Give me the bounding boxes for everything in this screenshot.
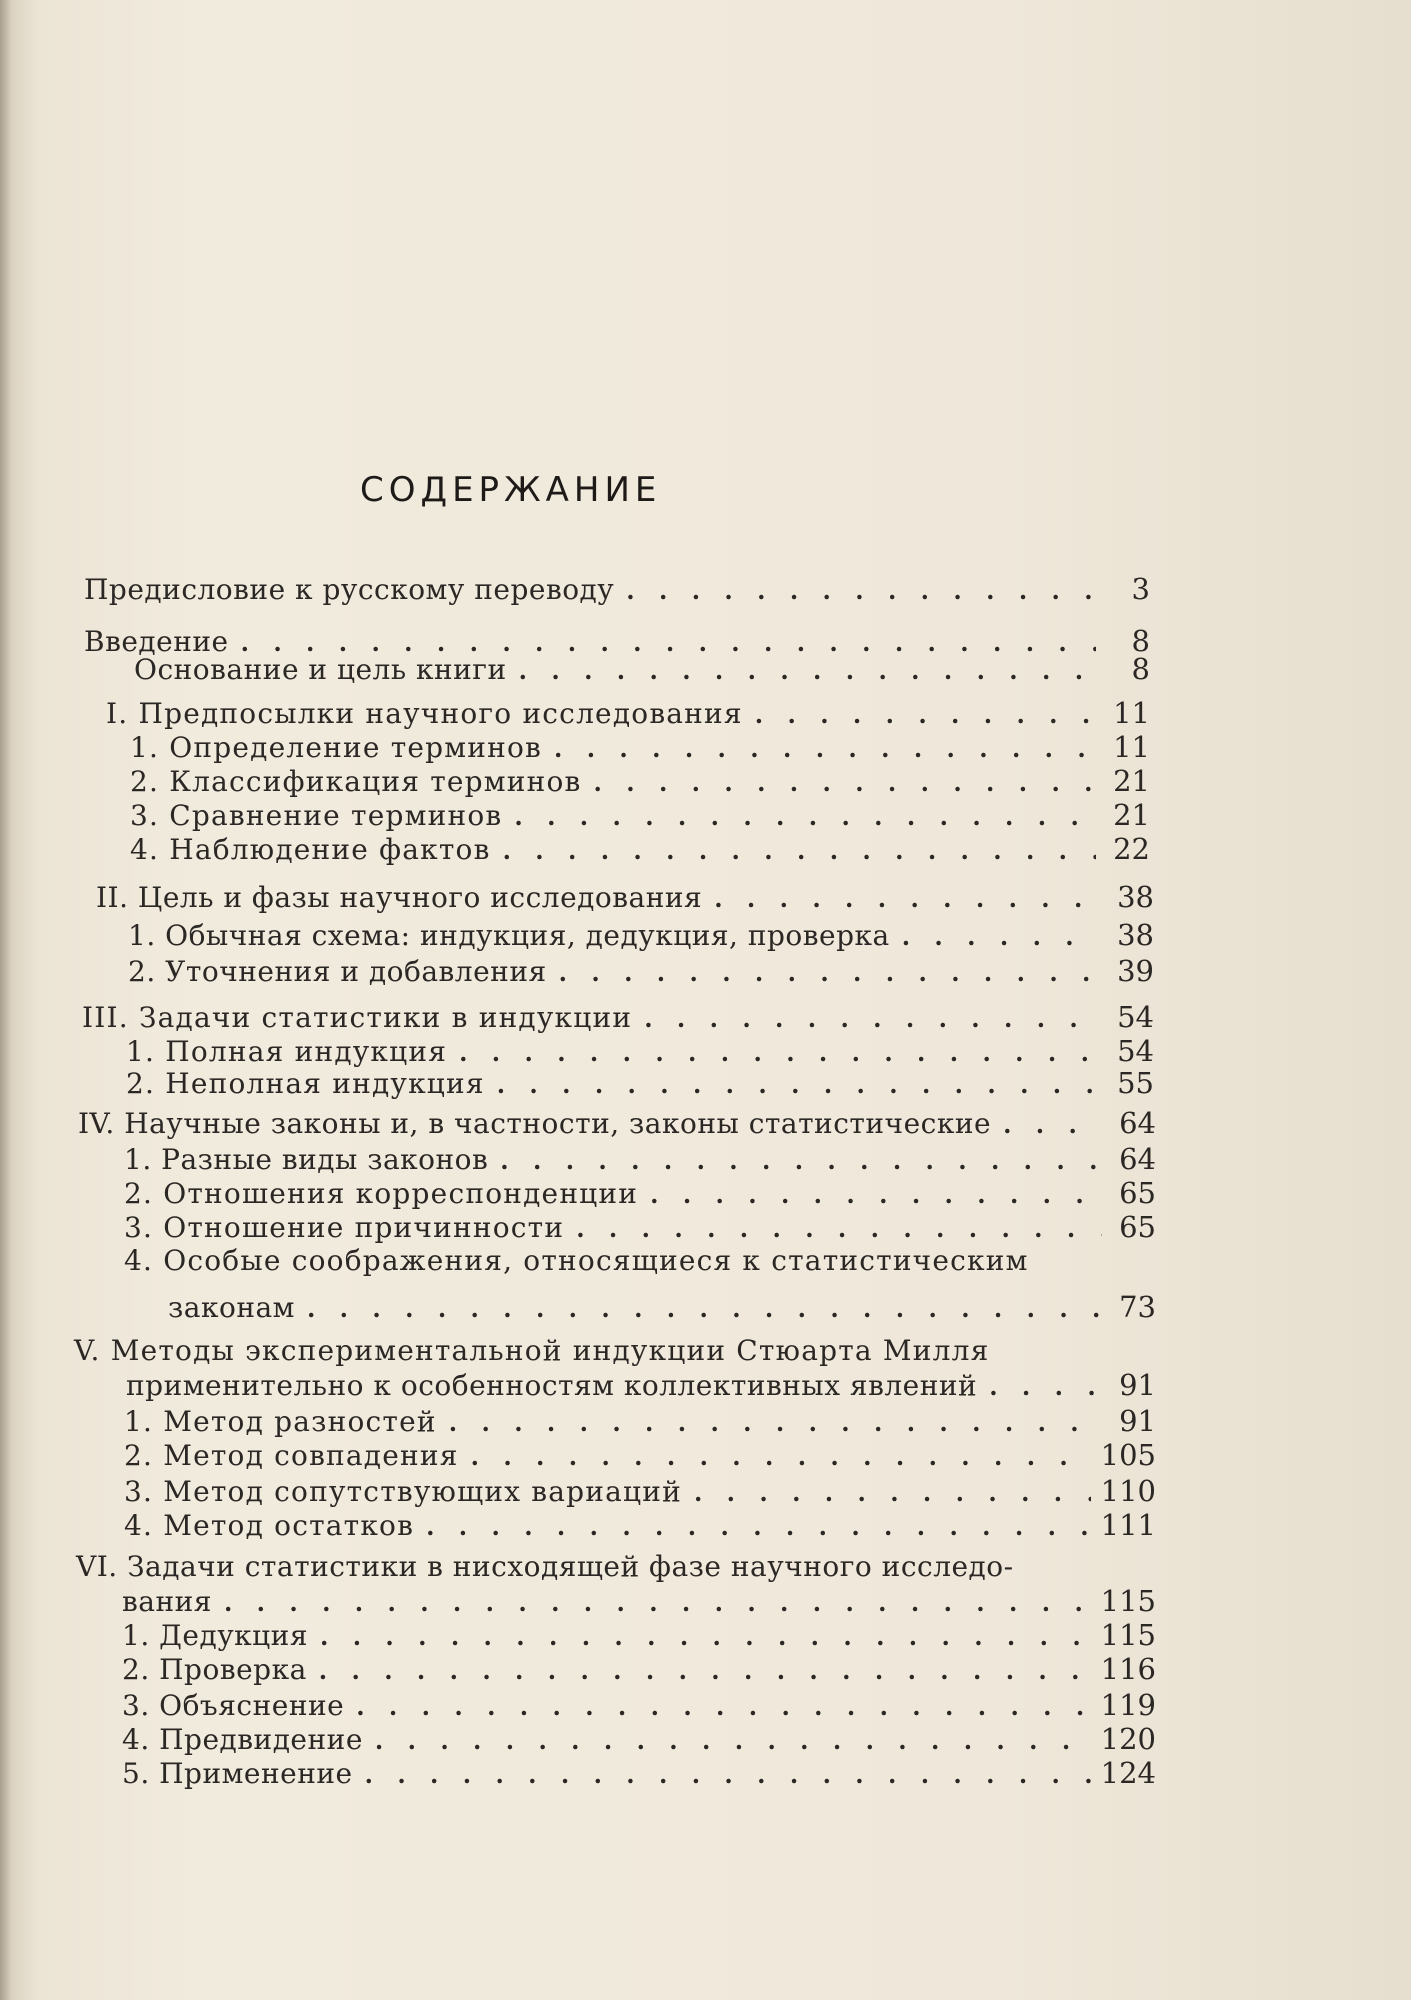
toc-entry [124, 1508, 1156, 1544]
toc-entry [128, 918, 1154, 954]
toc-entry [128, 954, 1154, 990]
toc-entry [122, 1688, 1156, 1724]
toc-entry [130, 764, 1150, 800]
leader-dots [576, 1211, 1102, 1246]
toc-entry-label: 3. Отношение причинности [124, 1211, 565, 1244]
leader-dots [500, 1143, 1102, 1178]
leader-dots [224, 1585, 1091, 1620]
toc-entry [130, 730, 1150, 766]
toc-entry-page: 3 [1131, 572, 1150, 606]
leader-dots [471, 1439, 1091, 1474]
toc-entry-page: 54 [1117, 1034, 1154, 1068]
toc-entry-label: 4. Особые соображения, относящиеся к статистическим [124, 1244, 1029, 1277]
toc-entry [126, 1066, 1154, 1102]
toc-entry-label: 2. Отношения корреспонденции [124, 1177, 639, 1210]
toc-entry [134, 652, 1150, 688]
toc-entry-page: 110 [1100, 1474, 1156, 1508]
leader-dots [644, 1001, 1100, 1036]
toc-entry [106, 696, 1150, 732]
toc-entry-label: 3. Метод сопутствующих вариаций [124, 1475, 682, 1508]
toc-entry [96, 880, 1154, 916]
leader-dots [714, 881, 1100, 916]
toc-entry-label: 4. Метод остатков [124, 1509, 415, 1542]
toc-entry-label: применительно к особенностям коллективных явлений [126, 1369, 978, 1402]
toc-entry-page: 8 [1131, 652, 1150, 686]
leader-dots [650, 1177, 1102, 1212]
leader-dots [307, 1291, 1102, 1326]
toc-title: СОДЕРЖАНИЕ [360, 470, 662, 510]
toc-entry-label: IV. Научные законы и, в частности, законы статистические [78, 1107, 992, 1140]
toc-entry [84, 572, 1150, 608]
toc-entry-page: 38 [1117, 880, 1154, 914]
leader-dots [356, 1689, 1090, 1724]
leader-dots [497, 1067, 1100, 1102]
toc-entry-page: 21 [1113, 764, 1150, 798]
toc-entry [168, 1290, 1156, 1326]
toc-entry-label: 2. Уточнения и добавления [128, 955, 547, 988]
toc-entry-label: 3. Объяснение [122, 1689, 345, 1722]
toc-entry [122, 1722, 1156, 1758]
toc-entry-label: III. Задачи статистики в индукции [82, 1001, 633, 1034]
leader-dots [989, 1369, 1102, 1404]
leader-dots [902, 919, 1100, 954]
toc-entry-label: 4. Наблюдение фактов [130, 833, 491, 866]
leader-dots [426, 1509, 1091, 1544]
toc-entry-page: 11 [1113, 696, 1150, 730]
leader-dots [554, 731, 1096, 766]
toc-entry-label: 2. Неполная индукция [126, 1067, 485, 1100]
toc-entry-label: VI. Задачи статистики в нисходящей фазе научного исследо- [76, 1550, 1014, 1583]
leader-dots [365, 1757, 1091, 1792]
toc-entry-label: 1. Полная индукция [126, 1035, 448, 1068]
toc-entry-label: II. Цель и фазы научного исследования [96, 881, 703, 914]
toc-entry-page: 91 [1119, 1368, 1156, 1402]
toc-entry-page: 55 [1117, 1066, 1154, 1100]
leader-dots [519, 653, 1096, 688]
toc-entry-page: 115 [1100, 1584, 1156, 1618]
toc-entry [124, 1244, 1062, 1278]
toc-entry-page: 11 [1113, 730, 1150, 764]
toc-entry [124, 1210, 1156, 1246]
toc-entry-page: 64 [1119, 1106, 1156, 1140]
toc-entry-page: 65 [1119, 1176, 1156, 1210]
toc-entry-page: 111 [1100, 1508, 1156, 1542]
toc-entry-page: 8 [1131, 624, 1150, 658]
toc-entry [122, 1652, 1156, 1688]
toc-entry-label: 2. Проверка [122, 1653, 307, 1686]
leader-dots [559, 955, 1100, 990]
toc-entry [78, 1106, 1156, 1142]
leader-dots [694, 1475, 1091, 1510]
toc-entry [122, 1618, 1156, 1654]
toc-entry-page: 54 [1117, 1000, 1154, 1034]
toc-entry [124, 1438, 1156, 1474]
toc-entry-page: 119 [1100, 1688, 1156, 1722]
leader-dots [503, 833, 1096, 868]
toc-entry [130, 832, 1150, 868]
toc-entry-label: 1. Разные виды законов [124, 1143, 489, 1176]
toc-entry-label: вания [122, 1585, 212, 1618]
toc-entry-page: 38 [1117, 918, 1154, 952]
leader-dots [514, 799, 1096, 834]
toc-entry-label: 1. Определение терминов [130, 731, 542, 764]
leader-dots [626, 573, 1096, 608]
toc-entry [124, 1176, 1156, 1212]
leader-dots [459, 1035, 1100, 1070]
toc-entry-page: 124 [1100, 1756, 1156, 1790]
toc-entry [122, 1756, 1156, 1792]
toc-entry-label: 1. Метод разностей [124, 1405, 437, 1438]
toc-entry-label: 4. Предвидение [122, 1723, 363, 1756]
toc-entry [74, 1334, 1064, 1368]
toc-entry-label: 5. Применение [122, 1757, 353, 1790]
toc-entry-page: 91 [1119, 1404, 1156, 1438]
toc-entry-label: 1. Дедукция [122, 1619, 308, 1652]
toc-entry-page: 64 [1119, 1142, 1156, 1176]
leader-dots [594, 765, 1096, 800]
toc-entry-page: 65 [1119, 1210, 1156, 1244]
toc-entry [76, 1550, 1064, 1584]
toc-entry-label: V. Методы экспериментальной индукции Стюарта Милля [74, 1334, 990, 1367]
toc-entry [130, 798, 1150, 834]
leader-dots [375, 1723, 1091, 1758]
toc-entry-label: Основание и цель книги [134, 653, 507, 686]
toc-entry-page: 116 [1100, 1652, 1156, 1686]
toc-entry-label: 1. Обычная схема: индукция, дедукция, проверка [128, 919, 890, 952]
toc-entry-page: 105 [1100, 1438, 1156, 1472]
toc-entry-page: 21 [1113, 798, 1150, 832]
toc-entry-label: Введение [84, 625, 229, 658]
toc-entry-page: 39 [1117, 954, 1154, 988]
toc-entry [124, 1474, 1156, 1510]
leader-dots [319, 1653, 1091, 1688]
toc-entry-page: 115 [1100, 1618, 1156, 1652]
toc-entry-label: 2. Классификация терминов [130, 765, 582, 798]
toc-entry [82, 1000, 1154, 1036]
toc-entry-label: I. Предпосылки научного исследования [106, 697, 743, 730]
toc-entry-label: 2. Метод совпадения [124, 1439, 459, 1472]
toc-entry-label: 3. Сравнение терминов [130, 799, 503, 832]
toc-entry-label: законам [168, 1291, 295, 1324]
toc-entry-page: 22 [1113, 832, 1150, 866]
toc-entry [124, 1142, 1156, 1178]
toc-entry [122, 1584, 1156, 1620]
toc-entry [126, 1368, 1156, 1404]
leader-dots [320, 1619, 1091, 1654]
leader-dots [1003, 1107, 1102, 1142]
leader-dots [449, 1405, 1102, 1440]
leader-dots [755, 697, 1096, 732]
toc-entry-page: 120 [1100, 1722, 1156, 1756]
toc-entry-page: 73 [1119, 1290, 1156, 1324]
toc-entry-label: Предисловие к русскому переводу [84, 573, 615, 606]
toc-entry [126, 1034, 1154, 1070]
toc-entry [124, 1404, 1156, 1440]
